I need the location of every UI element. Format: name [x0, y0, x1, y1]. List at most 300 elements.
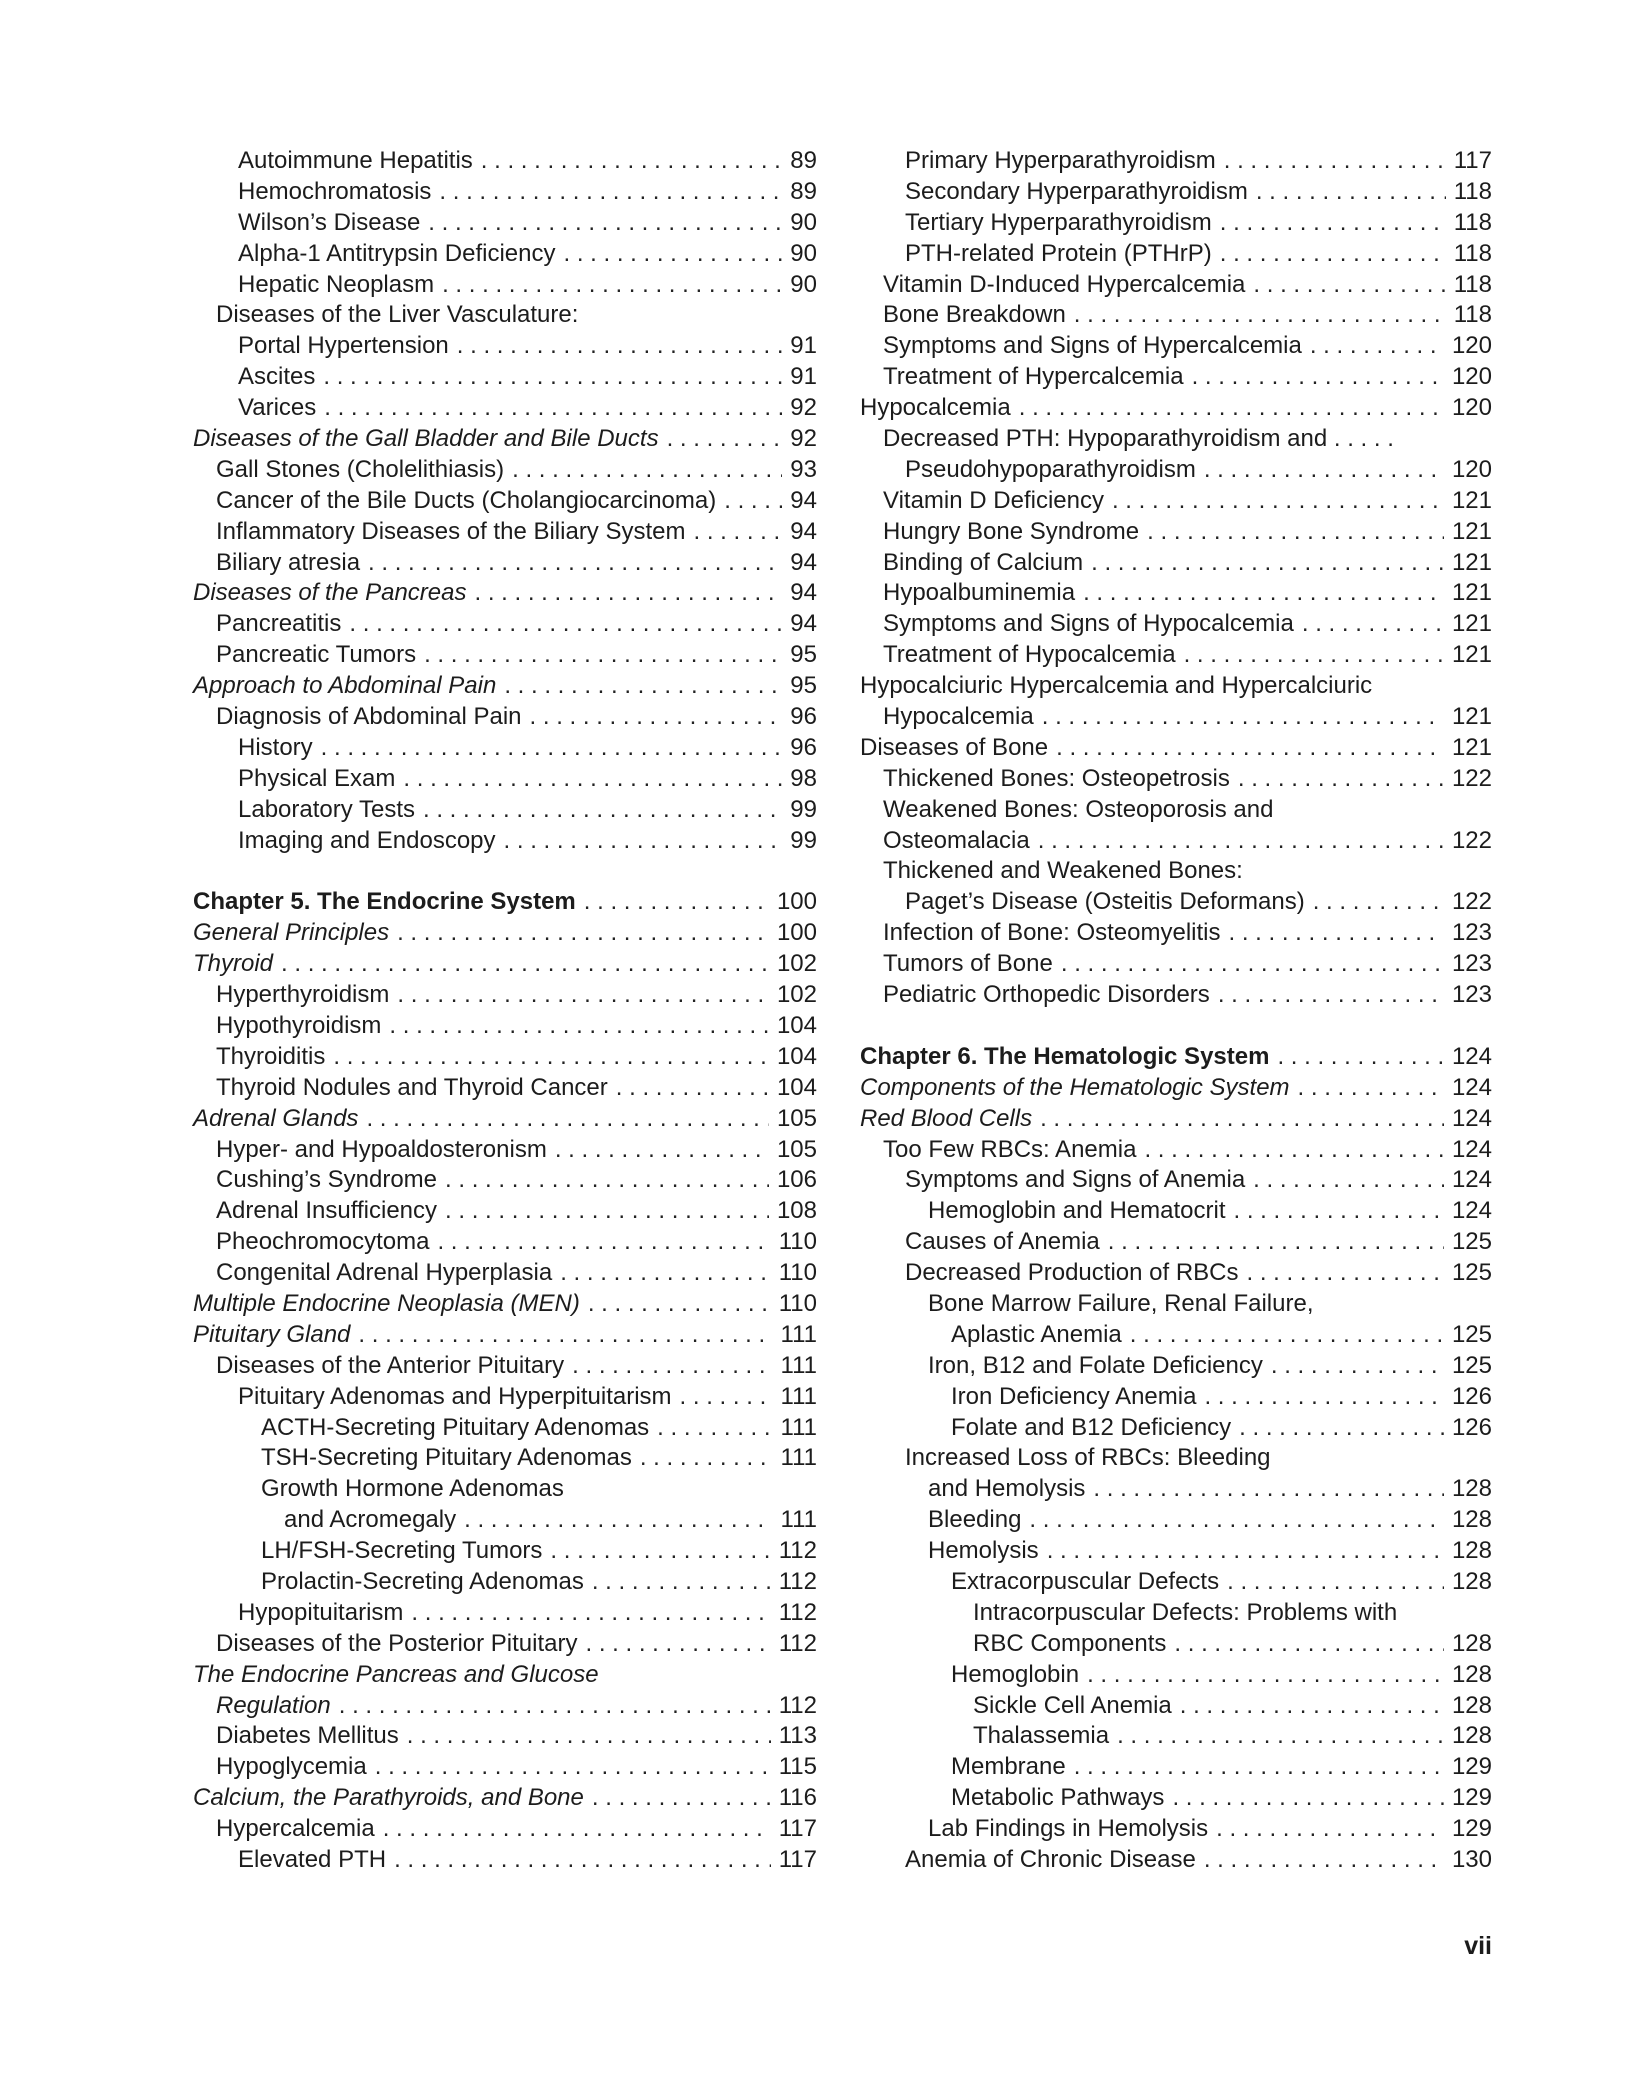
dot-leader	[1042, 702, 1444, 733]
dot-leader	[1220, 239, 1446, 270]
toc-entry-page: 124	[1451, 1166, 1492, 1194]
toc-entry-page: 113	[778, 1722, 817, 1750]
dot-leader	[1256, 177, 1446, 208]
toc-entry	[193, 1752, 817, 1783]
dot-leader	[1144, 1135, 1444, 1166]
toc-entry	[860, 486, 1492, 517]
toc-entry-title: Autoimmune Hepatitis	[238, 147, 473, 174]
toc-entry-page: 117	[778, 1845, 817, 1873]
dot-leader	[403, 764, 782, 795]
dot-leader	[1220, 208, 1446, 239]
toc-entry	[860, 1845, 1492, 1876]
toc-entry	[193, 1598, 817, 1629]
dot-leader	[1253, 270, 1445, 301]
toc-entry-page: 91	[790, 332, 817, 360]
toc-entry	[193, 1258, 817, 1289]
dot-leader	[1239, 1413, 1444, 1444]
toc-entry	[193, 1474, 817, 1505]
dot-leader	[1216, 1814, 1444, 1845]
toc-entry	[860, 1474, 1492, 1505]
toc-entry-title: Iron, B12 and Folate Deficiency	[928, 1351, 1263, 1379]
toc-entry-title: Intracorpuscular Defects: Problems with	[973, 1598, 1398, 1626]
dot-leader	[1083, 578, 1444, 609]
toc-entry-title: Diseases of the Pancreas	[193, 579, 467, 607]
toc-entry-page: 126	[1451, 1413, 1492, 1441]
toc-entry-page: 128	[1451, 1691, 1492, 1719]
dot-leader	[481, 146, 783, 177]
toc-entry-title: Physical Exam	[238, 764, 396, 792]
toc-entry-title: Decreased Production of RBCs	[905, 1259, 1239, 1287]
toc-entry-page: 121	[1451, 641, 1492, 669]
toc-entry-title: Hypoglycemia	[216, 1753, 367, 1781]
toc-entry	[193, 1691, 817, 1722]
toc-entry-page: 125	[1451, 1259, 1492, 1287]
dot-leader	[1313, 887, 1444, 918]
toc-entry-title: Hyper- and Hypoaldosteronism	[216, 1135, 547, 1163]
dot-leader	[1302, 609, 1444, 640]
toc-entry-title: Thyroid Nodules and Thyroid Cancer	[216, 1073, 608, 1101]
toc-entry-title: Hypothyroidism	[216, 1011, 382, 1039]
toc-entry-title: Hypopituitarism	[238, 1598, 404, 1626]
toc-entry-title: Hypercalcemia	[216, 1815, 375, 1843]
toc-entry-page: 126	[1451, 1382, 1492, 1410]
toc-entry-page: 125	[1451, 1351, 1492, 1379]
toc-entry	[860, 1320, 1492, 1351]
toc-entry-page: 121	[1451, 517, 1492, 545]
toc-entry	[860, 1536, 1492, 1567]
toc-entry	[860, 1598, 1492, 1629]
dot-leader	[657, 1413, 772, 1444]
dot-leader	[1174, 1629, 1444, 1660]
toc-entry-title: Diseases of the Anterior Pituitary	[216, 1351, 565, 1379]
dot-leader	[407, 1721, 771, 1752]
toc-entry	[860, 826, 1492, 857]
dot-leader	[1130, 1320, 1444, 1351]
toc-entry-title: Diseases of the Posterior Pituitary	[216, 1629, 578, 1657]
toc-entry-page: 95	[790, 641, 817, 669]
toc-entry-title: Multiple Endocrine Neoplasia (MEN)	[193, 1289, 580, 1317]
toc-entry-page: 102	[776, 981, 817, 1009]
toc-entry-title: Pituitary Adenomas and Hyperpituitarism	[238, 1382, 672, 1410]
toc-entry-title: Cushing’s Syndrome	[216, 1166, 438, 1194]
toc-entry	[193, 980, 817, 1011]
toc-entry	[193, 1382, 817, 1413]
toc-entry-page: 128	[1451, 1629, 1492, 1657]
toc-entry	[193, 1104, 817, 1135]
dot-leader	[592, 1567, 771, 1598]
toc-entry-page: 128	[1451, 1475, 1492, 1503]
toc-entry	[860, 517, 1492, 548]
toc-entry	[193, 1289, 817, 1320]
toc-entry-page: 112	[778, 1537, 817, 1565]
toc-entry	[860, 1351, 1492, 1382]
toc-entry	[193, 146, 817, 177]
toc-entry	[193, 1227, 817, 1258]
toc-entry	[860, 177, 1492, 208]
toc-entry-title: Hungry Bone Syndrome	[883, 517, 1140, 545]
toc-entry	[860, 455, 1492, 486]
toc-entry-page: 104	[776, 1011, 817, 1039]
dot-leader	[1074, 300, 1446, 331]
toc-entry-page: 111	[780, 1320, 817, 1348]
dot-leader	[1204, 455, 1444, 486]
toc-entry-title: Hemoglobin	[951, 1660, 1080, 1688]
toc-entry-page: 121	[1451, 486, 1492, 514]
toc-entry	[860, 1691, 1492, 1722]
dot-leader	[439, 177, 782, 208]
toc-entry-page: 104	[776, 1073, 817, 1101]
toc-entry-title: and Hemolysis	[928, 1475, 1086, 1503]
toc-entry-page: 129	[1451, 1784, 1492, 1812]
dot-leader	[1029, 1505, 1444, 1536]
toc-entry-title: Growth Hormone Adenomas	[261, 1475, 564, 1503]
toc-entry-title: Cancer of the Bile Ducts (Cholangiocarcinoma)	[216, 486, 717, 514]
section-gap	[193, 856, 817, 887]
toc-entry	[193, 1845, 817, 1876]
toc-entry-title: Pheochromocytoma	[216, 1228, 430, 1256]
toc-entry	[193, 578, 817, 609]
dot-leader	[1192, 362, 1444, 393]
dot-leader	[1204, 1382, 1444, 1413]
toc-entry-title: Hypoalbuminemia	[883, 579, 1076, 607]
toc-entry-page: 122	[1451, 826, 1492, 854]
toc-entry-title: Extracorpuscular Defects	[951, 1567, 1220, 1595]
dot-leader	[1180, 1691, 1444, 1722]
toc-entry	[193, 1073, 817, 1104]
dot-leader	[588, 1289, 771, 1320]
dot-leader	[694, 517, 783, 548]
dot-leader	[339, 1691, 771, 1722]
toc-entry-title: Biliary atresia	[216, 548, 361, 576]
toc-entry-page: 94	[790, 548, 817, 576]
dot-leader	[1074, 1752, 1444, 1783]
toc-entry-page: 110	[778, 1259, 817, 1287]
toc-chapter-entry	[860, 1042, 1492, 1073]
toc-entry-page: 128	[1451, 1537, 1492, 1565]
dot-leader	[1019, 393, 1444, 424]
toc-entry-title: Prolactin-Secreting Adenomas	[261, 1567, 584, 1595]
toc-entry-page: 112	[778, 1629, 817, 1657]
toc-entry-title: Hemoglobin and Hematocrit	[928, 1197, 1226, 1225]
toc-entry	[860, 887, 1492, 918]
toc-entry-page: 122	[1451, 888, 1492, 916]
toc-entry	[193, 640, 817, 671]
toc-entry-page: 129	[1451, 1815, 1492, 1843]
toc-entry	[193, 1196, 817, 1227]
dot-leader	[1224, 146, 1446, 177]
toc-entry	[860, 702, 1492, 733]
toc-entry-page: 120	[1451, 455, 1492, 483]
toc-entry-page: 128	[1451, 1722, 1492, 1750]
toc-entry-page: 123	[1451, 919, 1492, 947]
dot-leader	[1229, 918, 1444, 949]
dot-leader	[464, 1505, 772, 1536]
toc-entry	[860, 548, 1492, 579]
toc-entry-title: Diagnosis of Abdominal Pain	[216, 703, 522, 731]
toc-entry-page: 104	[776, 1042, 817, 1070]
toc-entry-page: 125	[1451, 1320, 1492, 1348]
toc-entry	[860, 1814, 1492, 1845]
toc-entry	[193, 826, 817, 857]
toc-entry-title: Diabetes Mellitus	[216, 1722, 399, 1750]
dot-leader	[1040, 1104, 1444, 1135]
dot-leader	[389, 1011, 769, 1042]
dot-leader	[445, 1196, 769, 1227]
toc-entry-page: 124	[1451, 1197, 1492, 1225]
toc-entry	[193, 331, 817, 362]
toc-entry-page: 128	[1451, 1660, 1492, 1688]
toc-entry-page: 100	[776, 888, 817, 916]
toc-entry-title: TSH-Secreting Pituitary Adenomas	[261, 1444, 632, 1472]
toc-entry	[860, 270, 1492, 301]
toc-entry	[860, 239, 1492, 270]
toc-entry-page: 105	[776, 1135, 817, 1163]
toc-entry-title: Pseudohypoparathyroidism	[905, 455, 1196, 483]
toc-entry-page: 130	[1451, 1845, 1492, 1873]
toc-entry-title: Increased Loss of RBCs: Bleeding	[905, 1444, 1271, 1472]
toc-entry-title: Varices	[238, 394, 317, 422]
toc-entry	[860, 146, 1492, 177]
toc-entry	[860, 1629, 1492, 1660]
toc-entry	[193, 764, 817, 795]
toc-entry-title: Aplastic Anemia	[951, 1320, 1122, 1348]
toc-entry-title: Hemolysis	[928, 1537, 1039, 1565]
toc-entry-page: 117	[1453, 147, 1492, 174]
dot-leader	[457, 331, 783, 362]
section-gap	[860, 1011, 1492, 1042]
toc-entry-title: Pituitary Gland	[193, 1320, 351, 1348]
toc-entry-page: 95	[790, 672, 817, 700]
toc-entry-page: 111	[780, 1444, 817, 1472]
toc-entry-title: Gall Stones (Cholelithiasis)	[216, 455, 505, 483]
toc-entry-title: Laboratory Tests	[238, 795, 415, 823]
toc-entry-title: Membrane	[951, 1753, 1066, 1781]
dot-leader	[1087, 1660, 1444, 1691]
dot-leader	[1310, 331, 1444, 362]
toc-entry-page: 120	[1451, 332, 1492, 360]
page-number: vii	[1464, 1932, 1492, 1960]
toc-entry-page: 111	[780, 1382, 817, 1410]
toc-entry	[860, 949, 1492, 980]
toc-entry-title: Lab Findings in Hemolysis	[928, 1815, 1209, 1843]
toc-entry-page: 121	[1451, 579, 1492, 607]
dot-leader	[383, 1814, 771, 1845]
toc-entry	[193, 239, 817, 270]
dot-leader	[333, 1042, 769, 1073]
toc-entry	[193, 609, 817, 640]
dot-leader	[1172, 1783, 1444, 1814]
toc-entry-page: 118	[1453, 208, 1492, 236]
toc-entry	[193, 393, 817, 424]
dot-leader	[504, 826, 783, 857]
toc-entry-title: Folate and B12 Deficiency	[951, 1413, 1232, 1441]
dot-leader	[1253, 1165, 1444, 1196]
dot-leader	[584, 887, 769, 918]
dot-leader	[680, 1382, 773, 1413]
toc-right-column	[860, 146, 1492, 1876]
dot-leader	[397, 918, 769, 949]
dot-leader	[411, 1598, 770, 1629]
toc-entry-title: Portal Hypertension	[238, 332, 449, 360]
toc-entry	[193, 702, 817, 733]
dot-leader	[423, 795, 782, 826]
dot-leader	[586, 1629, 771, 1660]
toc-entry-page: 121	[1451, 610, 1492, 638]
toc-entry-title: Hypocalciuric Hypercalcemia and Hypercalciuric	[860, 672, 1373, 700]
toc-entry	[860, 300, 1492, 331]
toc-entry	[860, 1567, 1492, 1598]
toc-entry-title: Too Few RBCs: Anemia	[883, 1135, 1137, 1163]
toc-entry	[193, 486, 817, 517]
toc-entry	[860, 1073, 1492, 1104]
toc-entry-title: Infection of Bone: Osteomyelitis	[883, 919, 1221, 947]
toc-entry-title: PTH-related Protein (PTHrP)	[905, 239, 1212, 267]
toc-entry	[860, 1382, 1492, 1413]
toc-entry	[860, 208, 1492, 239]
toc-entry	[193, 1660, 817, 1691]
toc-entry-page: 111	[780, 1413, 817, 1441]
toc-entry-title: Components of the Hematologic System	[860, 1073, 1290, 1101]
toc-entry-title: Binding of Calcium	[883, 548, 1084, 576]
toc-entry-page: 111	[780, 1506, 817, 1534]
toc-entry	[860, 733, 1492, 764]
toc-entry	[860, 1104, 1492, 1135]
toc-entry-title: Diseases of the Gall Bladder and Bile Ducts	[193, 425, 659, 453]
toc-entry-page: 128	[1451, 1567, 1492, 1595]
toc-entry-title: Wilson’s Disease	[238, 208, 421, 236]
dot-leader	[321, 733, 783, 764]
dot-leader	[1233, 1196, 1443, 1227]
dot-leader	[572, 1351, 772, 1382]
toc-entry	[860, 1413, 1492, 1444]
toc-entry-title: Red Blood Cells	[860, 1104, 1033, 1132]
toc-entry-title: Anemia of Chronic Disease	[905, 1845, 1196, 1873]
toc-entry-page: 116	[778, 1784, 817, 1812]
dot-leader	[474, 578, 782, 609]
dot-leader	[1247, 1258, 1444, 1289]
toc-entry-title: Thalassemia	[973, 1722, 1110, 1750]
dot-leader	[324, 393, 782, 424]
toc-entry-page: 96	[790, 733, 817, 761]
dot-leader	[1147, 517, 1444, 548]
toc-entry-page: 93	[790, 455, 817, 483]
toc-entry	[860, 918, 1492, 949]
toc-entry-page: 89	[790, 177, 817, 205]
toc-entry	[860, 1443, 1492, 1474]
toc-entry-title: Bone Breakdown	[883, 301, 1066, 329]
toc-entry-title: Hypocalcemia	[883, 703, 1034, 731]
toc-entry	[860, 856, 1492, 887]
toc-entry	[193, 733, 817, 764]
toc-entry-title: Tertiary Hyperparathyroidism	[905, 208, 1212, 236]
toc-left-column	[193, 146, 817, 1876]
toc-entry-title: Thickened Bones: Osteopetrosis	[883, 764, 1230, 792]
toc-entry-page: 124	[1451, 1135, 1492, 1163]
dot-leader	[530, 702, 783, 733]
toc-entry-title: Treatment of Hypercalcemia	[883, 363, 1184, 391]
dot-leader	[550, 1536, 770, 1567]
toc-entry	[860, 1135, 1492, 1166]
toc-entry-title: Hepatic Neoplasm	[238, 270, 435, 298]
dot-leader	[1238, 764, 1444, 795]
toc-entry-title: Vitamin D-Induced Hypercalcemia	[883, 270, 1246, 298]
toc-entry-title: Thyroid	[193, 950, 274, 978]
toc-entry-title: Hyperthyroidism	[216, 981, 390, 1009]
toc-entry	[193, 1629, 817, 1660]
toc-entry	[860, 640, 1492, 671]
toc-entry-title: Thyroiditis	[216, 1042, 326, 1070]
dot-leader	[424, 640, 782, 671]
toc-entry	[860, 331, 1492, 362]
toc-entry-page: 106	[776, 1166, 817, 1194]
toc-entry-page: 110	[778, 1289, 817, 1317]
toc-entry-title: Pancreatitis	[216, 610, 342, 638]
toc-entry	[860, 795, 1492, 826]
toc-entry	[193, 548, 817, 579]
toc-entry-title: Weakened Bones: Osteoporosis and	[883, 795, 1274, 823]
dot-leader	[616, 1073, 769, 1104]
toc-entry-title: RBC Components	[973, 1629, 1167, 1657]
dot-leader	[1056, 733, 1444, 764]
dot-leader	[445, 1165, 769, 1196]
toc-entry	[193, 1351, 817, 1382]
toc-entry-title: Osteomalacia	[883, 826, 1030, 854]
dot-leader	[592, 1783, 771, 1814]
toc-entry	[860, 1721, 1492, 1752]
toc-entry	[193, 949, 817, 980]
toc-entry-page: 118	[1453, 270, 1492, 298]
toc-entry	[193, 1505, 817, 1536]
toc-entry	[860, 1505, 1492, 1536]
toc-entry-title: Adrenal Insufficiency	[216, 1197, 438, 1225]
toc-entry	[860, 1783, 1492, 1814]
toc-entry	[860, 424, 1492, 455]
toc-entry-title: Secondary Hyperparathyroidism	[905, 177, 1248, 205]
toc-entry-page: 100	[776, 919, 817, 947]
toc-entry-page: 105	[776, 1104, 817, 1132]
toc-entry-title: Thickened and Weakened Bones:	[883, 857, 1243, 885]
toc-entry-page: 121	[1451, 548, 1492, 576]
toc-entry	[193, 517, 817, 548]
toc-entry-page: 120	[1451, 363, 1492, 391]
dot-leader	[358, 1320, 772, 1351]
toc-entry	[193, 1413, 817, 1444]
toc-entry-title: Treatment of Hypocalcemia	[883, 641, 1176, 669]
toc-entry	[193, 177, 817, 208]
toc-entry	[193, 671, 817, 702]
toc-entry-page: 90	[790, 239, 817, 267]
toc-entry-title: Chapter 6. The Hematologic System	[860, 1042, 1270, 1070]
toc-entry	[860, 362, 1492, 393]
toc-entry-page: 94	[790, 610, 817, 638]
toc-entry-page: 99	[790, 826, 817, 854]
toc-entry-page: 99	[790, 795, 817, 823]
toc-entry-page: 112	[778, 1567, 817, 1595]
toc-entry-page: 94	[790, 486, 817, 514]
dot-leader	[1227, 1567, 1444, 1598]
dot-leader	[724, 486, 782, 517]
toc-entry-page: 112	[778, 1598, 817, 1626]
toc-entry	[193, 424, 817, 455]
toc-entry	[193, 1721, 817, 1752]
dot-leader	[1093, 1474, 1444, 1505]
dot-leader	[442, 270, 782, 301]
toc-entry-title: Calcium, the Parathyroids, and Bone	[193, 1784, 584, 1812]
toc-entry	[193, 1011, 817, 1042]
toc-entry-title: Metabolic Pathways	[951, 1784, 1165, 1812]
toc-entry-page: 118	[1453, 301, 1492, 329]
toc-entry-title: and Acromegaly	[284, 1506, 457, 1534]
